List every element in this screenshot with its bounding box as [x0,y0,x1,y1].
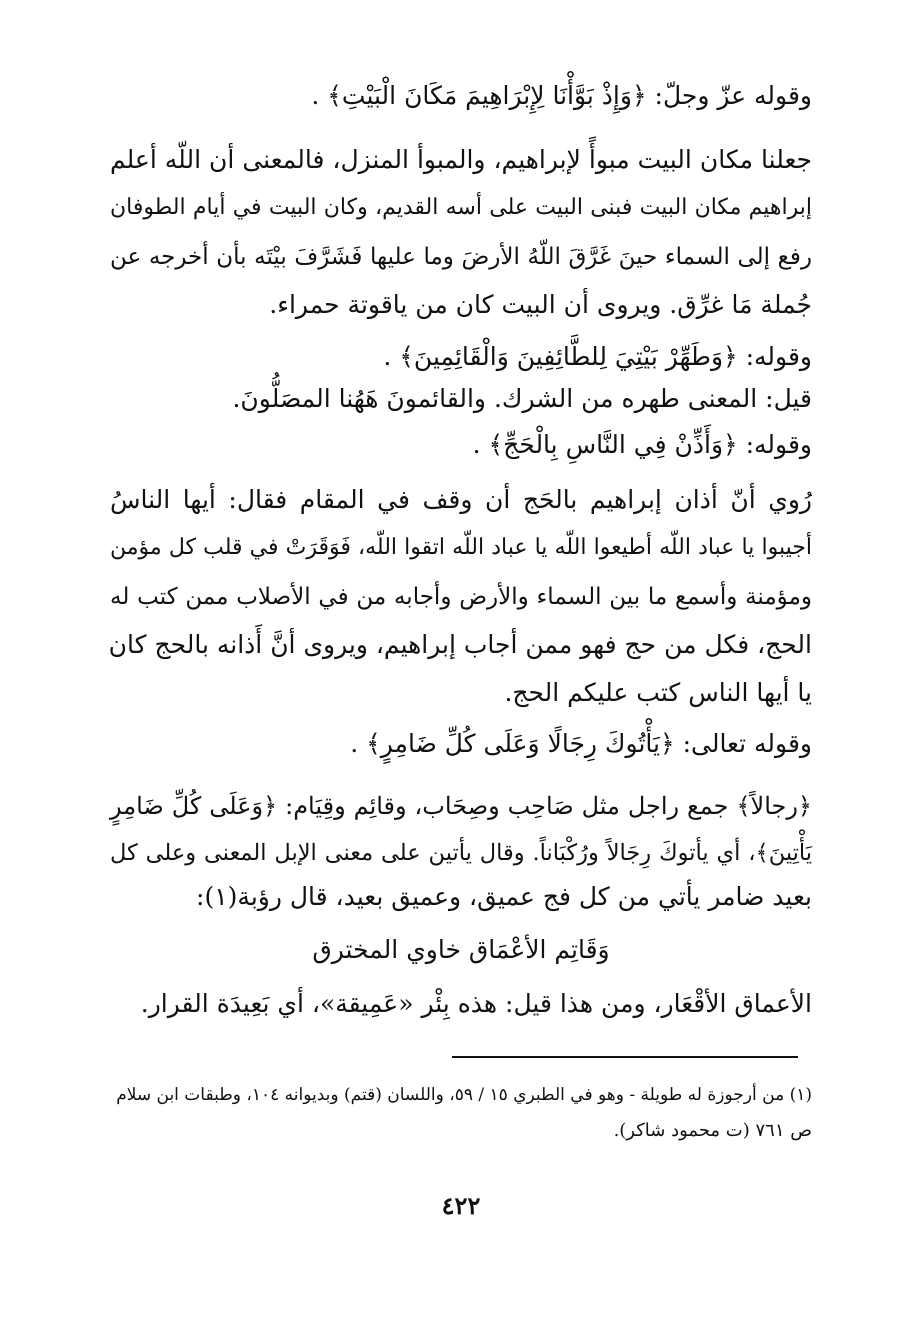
poetry-line: وَقَاتِم الأعْمَاق خاوي المخترق [312,935,610,964]
verse-line: وقوله عزّ وجلّ: ﴿وَإِذْ بَوَّأْنَا لِإِبْرَاهِيمَ مَكَانَ الْبَيْتِ﴾ . [311,81,812,110]
paragraph-line: يَأْتِينَ﴾، أي يأتوكَ رِجَالاً ورُكْبَاناً. وقال يأتين على معنى الإبل المعنى وعلى كل [110,840,812,866]
footnote-separator [452,1056,798,1058]
paragraph-line: رُوي أنّ أذان إبراهيم بالحَج أن وقف في المقام فقال: أيها الناسُ [110,485,812,514]
paragraph-line: الحج، فكل من حج فهو ممن أجاب إبراهيم، ويروى أنَّ أَذانه بالحج كان [108,630,812,659]
paragraph-line: أجيبوا يا عباد اللّه أطيعوا اللّه يا عباد اللّه اتقوا اللّه، فَوَقَرَتْ في قلب كل مؤمن [110,535,812,560]
verse-line: وقوله: ﴿وَطَهِّرْ بَيْتِيَ لِلطَّائِفِينَ وَالْقَائِمِينَ﴾ . [383,342,812,371]
verse-line: وقوله تعالى: ﴿يَأْتُوكَ رِجَالًا وَعَلَى كُلِّ ضَامِرٍ﴾ . [350,729,812,758]
paragraph-line: رفع إلى السماء حينَ غَرَّقَ اللّهُ الأرضَ وما عليها فَشَرَّفَ بيْتَه بأن أخرجه عن [110,244,812,270]
paragraph-line: الأعماق الأقْعَار، ومن هذا قيل: هذه بِئْر «عَمِيقة»، أي بَعِيدَة القرار. [140,989,812,1018]
footnote-line: ص ٧٦١ (ت محمود شاكر). [613,1120,812,1141]
paragraph-line: ﴿رجالاً﴾ جمع راجل مثل صَاحِب وصِحَاب، وقائِم وقِيَام: ﴿وَعَلَى كُلِّ ضَامِرٍ [110,792,812,820]
paragraph-line: ومؤمنة وأسمع ما بين السماء والأرض وأجابه من في الأصلاب ممن كتب له [110,584,812,610]
paragraph-line: قيل: المعنى طهره من الشرك. والقائمونَ هَهُنا المصَلُّونَ. [232,384,812,413]
paragraph-line: يا أيها الناس كتب عليكم الحج. [504,678,812,707]
paragraph-line: جُملة مَا غرِّق. ويروى أن البيت كان من ياقوتة حمراء. [269,290,812,319]
page-number: ٤٢٢ [441,1191,481,1220]
paragraph-line: جعلنا مكان البيت مبوأً لإبراهيم، والمبوأ المنزل، فالمعنى أن اللّه أعلم [110,145,812,174]
paragraph-line: بعيد ضامر يأتي من كل فج عميق، وعميق بعيد، قال رؤبة(١): [196,882,812,911]
verse-line: وقوله: ﴿وَأَذِّنْ فِي النَّاسِ بِالْحَجِّ﴾ . [472,430,812,459]
footnote-line: (١) من أرجوزة له طويلة - وهو في الطبري ١٥ / ٥٩، واللسان (قتم) وبديوانه ١٠٤، وطبقات ابن سلام [116,1085,812,1105]
paragraph-line: إبراهيم مكان البيت فبنى البيت على أسه القديم، وكان البيت في أيام الطوفان [110,195,812,220]
